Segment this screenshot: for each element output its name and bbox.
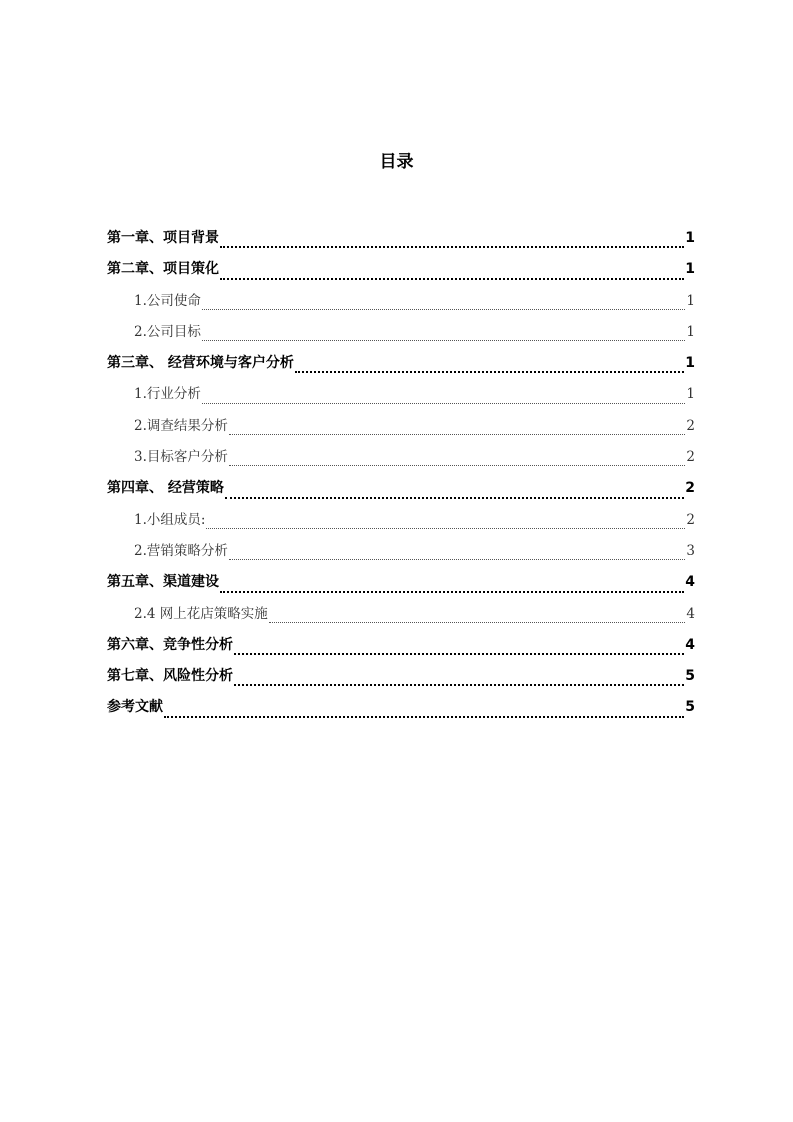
toc-entry-label: 2.公司目标 [134, 323, 201, 340]
toc-entry-label: 第六章、竞争性分析 [107, 636, 233, 653]
toc-entry-chapter-7[interactable] [107, 664, 695, 695]
toc-page-number: 2 [685, 480, 695, 497]
toc-page-number: 3 [686, 542, 695, 559]
toc-entry-label: 2.营销策略分析 [134, 542, 228, 559]
toc-dot-leader [229, 434, 686, 435]
toc-dot-leader [234, 653, 684, 655]
toc-entry-label: 1.行业分析 [134, 386, 201, 403]
toc-entry-chapter-4[interactable] [107, 476, 695, 507]
toc-page-number: 4 [685, 574, 695, 591]
toc-dot-leader [220, 278, 684, 280]
toc-page-number: 4 [685, 636, 695, 653]
toc-dot-leader [220, 591, 684, 593]
toc-dot-leader [206, 528, 685, 529]
toc-entry-label: 第三章、 经营环境与客户分析 [107, 355, 294, 372]
toc-entry-section[interactable] [107, 445, 695, 476]
toc-page-number: 1 [685, 230, 695, 246]
toc-entry-chapter-3[interactable] [107, 351, 695, 382]
toc-dot-leader [234, 684, 684, 686]
toc-dot-leader [295, 371, 684, 373]
toc-dot-leader [225, 497, 684, 499]
toc-page-number: 5 [685, 699, 695, 716]
toc-entry-label: 第二章、项目策化 [107, 261, 219, 278]
toc-entry-label: 1.公司使命 [134, 292, 201, 309]
toc-page-number: 1 [686, 323, 695, 340]
toc-entry-chapter-2[interactable] [107, 257, 695, 288]
toc-entry-label: 第七章、风险性分析 [107, 668, 233, 685]
toc-dot-leader [164, 716, 684, 718]
toc-title: 目录 [379, 152, 414, 172]
toc-entry-section[interactable] [107, 602, 695, 633]
toc-page-number: 1 [686, 386, 695, 403]
toc-page-number: 4 [686, 605, 695, 622]
toc-entry-section[interactable] [107, 539, 695, 570]
toc-entry-section[interactable] [107, 508, 695, 539]
toc-dot-leader [202, 309, 686, 310]
toc-page-number: 1 [685, 261, 695, 278]
toc-entry-section[interactable] [107, 414, 695, 445]
toc-entry-label: 第五章、渠道建设 [107, 574, 219, 591]
toc-entry-label: 第一章、项目背景 [107, 230, 219, 246]
toc-entry-section[interactable] [107, 320, 695, 351]
toc-entry-section[interactable] [107, 289, 695, 320]
toc-page-number: 2 [686, 511, 695, 528]
toc-entry-label: 第四章、 经营策略 [107, 480, 224, 497]
toc-entry-label: 3.目标客户分析 [134, 449, 228, 466]
toc-dot-leader [202, 403, 686, 404]
toc-entry-label: 2.调查结果分析 [134, 417, 228, 434]
toc-dot-leader [220, 246, 684, 248]
toc-page-number: 1 [685, 355, 695, 372]
toc-dot-leader [269, 622, 686, 623]
toc-page-number: 2 [686, 417, 695, 434]
toc-entry-chapter-6[interactable] [107, 633, 695, 664]
toc-dot-leader [229, 465, 686, 466]
toc-entry-label: 2.4 网上花店策略实施 [134, 605, 268, 622]
toc-dot-leader [229, 559, 686, 560]
toc-list [107, 226, 695, 727]
toc-page-number: 1 [686, 292, 695, 309]
toc-page-number: 5 [685, 668, 695, 685]
toc-entry-label: 1.小组成员: [134, 511, 206, 528]
toc-entry-label: 参考文献 [107, 699, 163, 716]
toc-dot-leader [202, 340, 686, 341]
toc-page-number: 2 [686, 449, 695, 466]
toc-entry-chapter-5[interactable] [107, 570, 695, 601]
toc-entry-chapter-1[interactable] [107, 226, 695, 257]
toc-entry-section[interactable] [107, 382, 695, 413]
toc-entry-references[interactable] [107, 695, 695, 726]
